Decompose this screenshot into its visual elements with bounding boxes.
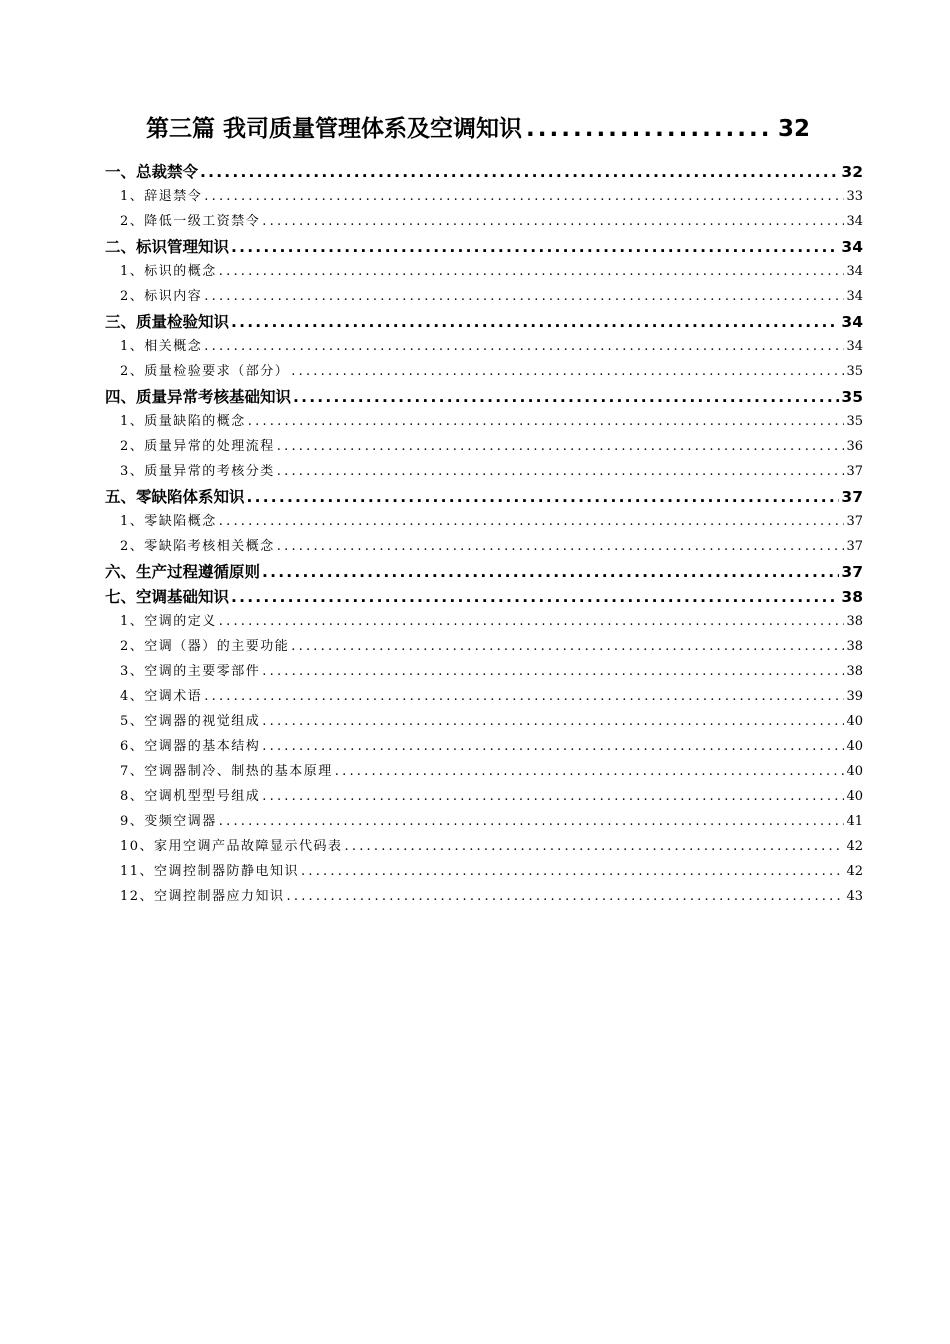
entry-title: 11、空调控制器防静电知识	[120, 864, 300, 879]
toc-subsection-entry[interactable]	[105, 835, 863, 860]
part-heading[interactable]	[146, 110, 810, 144]
entry-title: 1、相关概念	[120, 339, 203, 354]
dot-leader	[335, 764, 845, 779]
dot-leader	[277, 464, 845, 479]
toc-section-entry[interactable]	[105, 235, 863, 260]
page-number: 42	[846, 839, 863, 854]
entry-title: 5、空调器的视觉组成	[120, 714, 261, 729]
page-number: 40	[846, 789, 863, 804]
toc-section-entry[interactable]	[105, 385, 863, 410]
dot-leader	[345, 839, 845, 854]
dot-leader	[262, 563, 839, 581]
entry-title: 六、生产过程遵循原则	[105, 563, 261, 581]
toc-subsection-entry[interactable]	[105, 185, 863, 210]
dot-leader	[277, 439, 845, 454]
entry-title: 10、家用空调产品故障显示代码表	[120, 839, 343, 854]
entry-title: 12、空调控制器应力知识	[120, 889, 285, 904]
page-number: 36	[846, 439, 863, 454]
page-number: 34	[846, 214, 863, 229]
entry-title: 三、质量检验知识	[105, 313, 230, 331]
page-number: 38	[846, 614, 863, 629]
entry-title: 2、零缺陷考核相关概念	[120, 539, 275, 554]
toc-subsection-entry[interactable]	[105, 210, 863, 235]
page-number: 37	[846, 514, 863, 529]
toc-subsection-entry[interactable]	[105, 710, 863, 735]
dot-leader	[219, 814, 845, 829]
dot-leader	[262, 214, 844, 229]
toc-subsection-entry[interactable]	[105, 360, 863, 385]
dot-leader	[293, 388, 839, 406]
toc-section-entry[interactable]	[105, 485, 863, 510]
entry-title: 1、零缺陷概念	[120, 514, 217, 529]
dot-leader	[526, 116, 774, 142]
page-number: 38	[846, 664, 863, 679]
toc-subsection-entry[interactable]	[105, 810, 863, 835]
entry-title: 6、空调器的基本结构	[120, 739, 261, 754]
dot-leader	[219, 514, 845, 529]
page-number: 42	[846, 864, 863, 879]
page-number: 35	[846, 364, 863, 379]
toc-section-entry[interactable]	[105, 585, 863, 610]
toc-subsection-entry[interactable]	[105, 685, 863, 710]
entry-title: 4、空调术语	[120, 689, 203, 704]
dot-leader	[247, 488, 840, 506]
entry-title: 二、标识管理知识	[105, 238, 230, 256]
entry-title: 2、质量检验要求（部分）	[120, 364, 290, 379]
page-number: 34	[841, 238, 863, 256]
entry-title: 四、质量异常考核基础知识	[105, 388, 292, 406]
entry-title: 七、空调基础知识	[105, 588, 230, 606]
dot-leader	[231, 588, 839, 606]
part-title: 第三篇 我司质量管理体系及空调知识	[146, 116, 523, 142]
page-number: 37	[846, 464, 863, 479]
dot-leader	[248, 414, 845, 429]
entry-title: 2、空调（器）的主要功能	[120, 639, 290, 654]
dot-leader	[262, 739, 844, 754]
toc-section-entry[interactable]	[105, 560, 863, 585]
entry-title: 1、质量缺陷的概念	[120, 414, 246, 429]
page-number: 35	[846, 414, 863, 429]
page-number: 40	[846, 739, 863, 754]
page-number: 34	[841, 313, 863, 331]
entry-title: 8、空调机型型号组成	[120, 789, 261, 804]
page-number: 37	[841, 488, 863, 506]
page-number: 43	[846, 889, 863, 904]
toc-subsection-entry[interactable]	[105, 635, 863, 660]
dot-leader	[291, 364, 844, 379]
toc-subsection-entry[interactable]	[105, 335, 863, 360]
entry-title: 1、空调的定义	[120, 614, 217, 629]
entry-title: 2、降低一级工资禁令	[120, 214, 261, 229]
entry-title: 1、标识的概念	[120, 264, 217, 279]
toc-subsection-entry[interactable]	[105, 885, 863, 910]
toc-subsection-entry[interactable]	[105, 410, 863, 435]
toc-subsection-entry[interactable]	[105, 535, 863, 560]
dot-leader	[277, 539, 845, 554]
page-number: 39	[846, 689, 863, 704]
entry-title: 7、空调器制冷、制热的基本原理	[120, 764, 333, 779]
toc-subsection-entry[interactable]	[105, 760, 863, 785]
page-number: 40	[846, 764, 863, 779]
toc-subsection-entry[interactable]	[105, 785, 863, 810]
entry-title: 五、零缺陷体系知识	[105, 488, 245, 506]
toc-subsection-entry[interactable]	[105, 285, 863, 310]
page-number: 40	[846, 714, 863, 729]
part-page-number: 32	[777, 116, 810, 142]
page-number: 33	[846, 189, 863, 204]
page-number: 38	[841, 588, 863, 606]
page-number: 38	[846, 639, 863, 654]
dot-leader	[204, 189, 844, 204]
page-number: 35	[841, 388, 863, 406]
dot-leader	[262, 714, 844, 729]
dot-leader	[231, 313, 839, 331]
entry-title: 3、质量异常的考核分类	[120, 464, 275, 479]
entry-title: 9、变频空调器	[120, 814, 217, 829]
dot-leader	[219, 264, 845, 279]
page-number: 34	[846, 339, 863, 354]
page-number: 34	[846, 289, 863, 304]
dot-leader	[204, 289, 844, 304]
page-number: 37	[841, 563, 863, 581]
toc-subsection-entry[interactable]	[105, 860, 863, 885]
entry-title: 3、空调的主要零部件	[120, 664, 261, 679]
entry-title: 1、辞退禁令	[120, 189, 203, 204]
dot-leader	[287, 889, 845, 904]
dot-leader	[204, 689, 844, 704]
dot-leader	[291, 639, 844, 654]
page-number: 41	[846, 814, 863, 829]
dot-leader	[200, 163, 839, 181]
toc-section-entry[interactable]	[105, 160, 863, 185]
dot-leader	[301, 864, 844, 879]
toc-subsection-entry[interactable]	[105, 510, 863, 535]
toc-subsection-entry[interactable]	[105, 660, 863, 685]
table-of-contents	[105, 160, 863, 910]
entry-title: 2、标识内容	[120, 289, 203, 304]
dot-leader	[204, 339, 844, 354]
page-number: 37	[846, 539, 863, 554]
dot-leader	[219, 614, 845, 629]
toc-subsection-entry[interactable]	[105, 460, 863, 485]
entry-title: 2、质量异常的处理流程	[120, 439, 275, 454]
dot-leader	[262, 789, 844, 804]
toc-subsection-entry[interactable]	[105, 435, 863, 460]
page-number: 34	[846, 264, 863, 279]
dot-leader	[262, 664, 844, 679]
toc-subsection-entry[interactable]	[105, 735, 863, 760]
page-number: 32	[841, 163, 863, 181]
dot-leader	[231, 238, 839, 256]
toc-subsection-entry[interactable]	[105, 610, 863, 635]
toc-subsection-entry[interactable]	[105, 260, 863, 285]
toc-section-entry[interactable]	[105, 310, 863, 335]
entry-title: 一、总裁禁令	[105, 163, 199, 181]
